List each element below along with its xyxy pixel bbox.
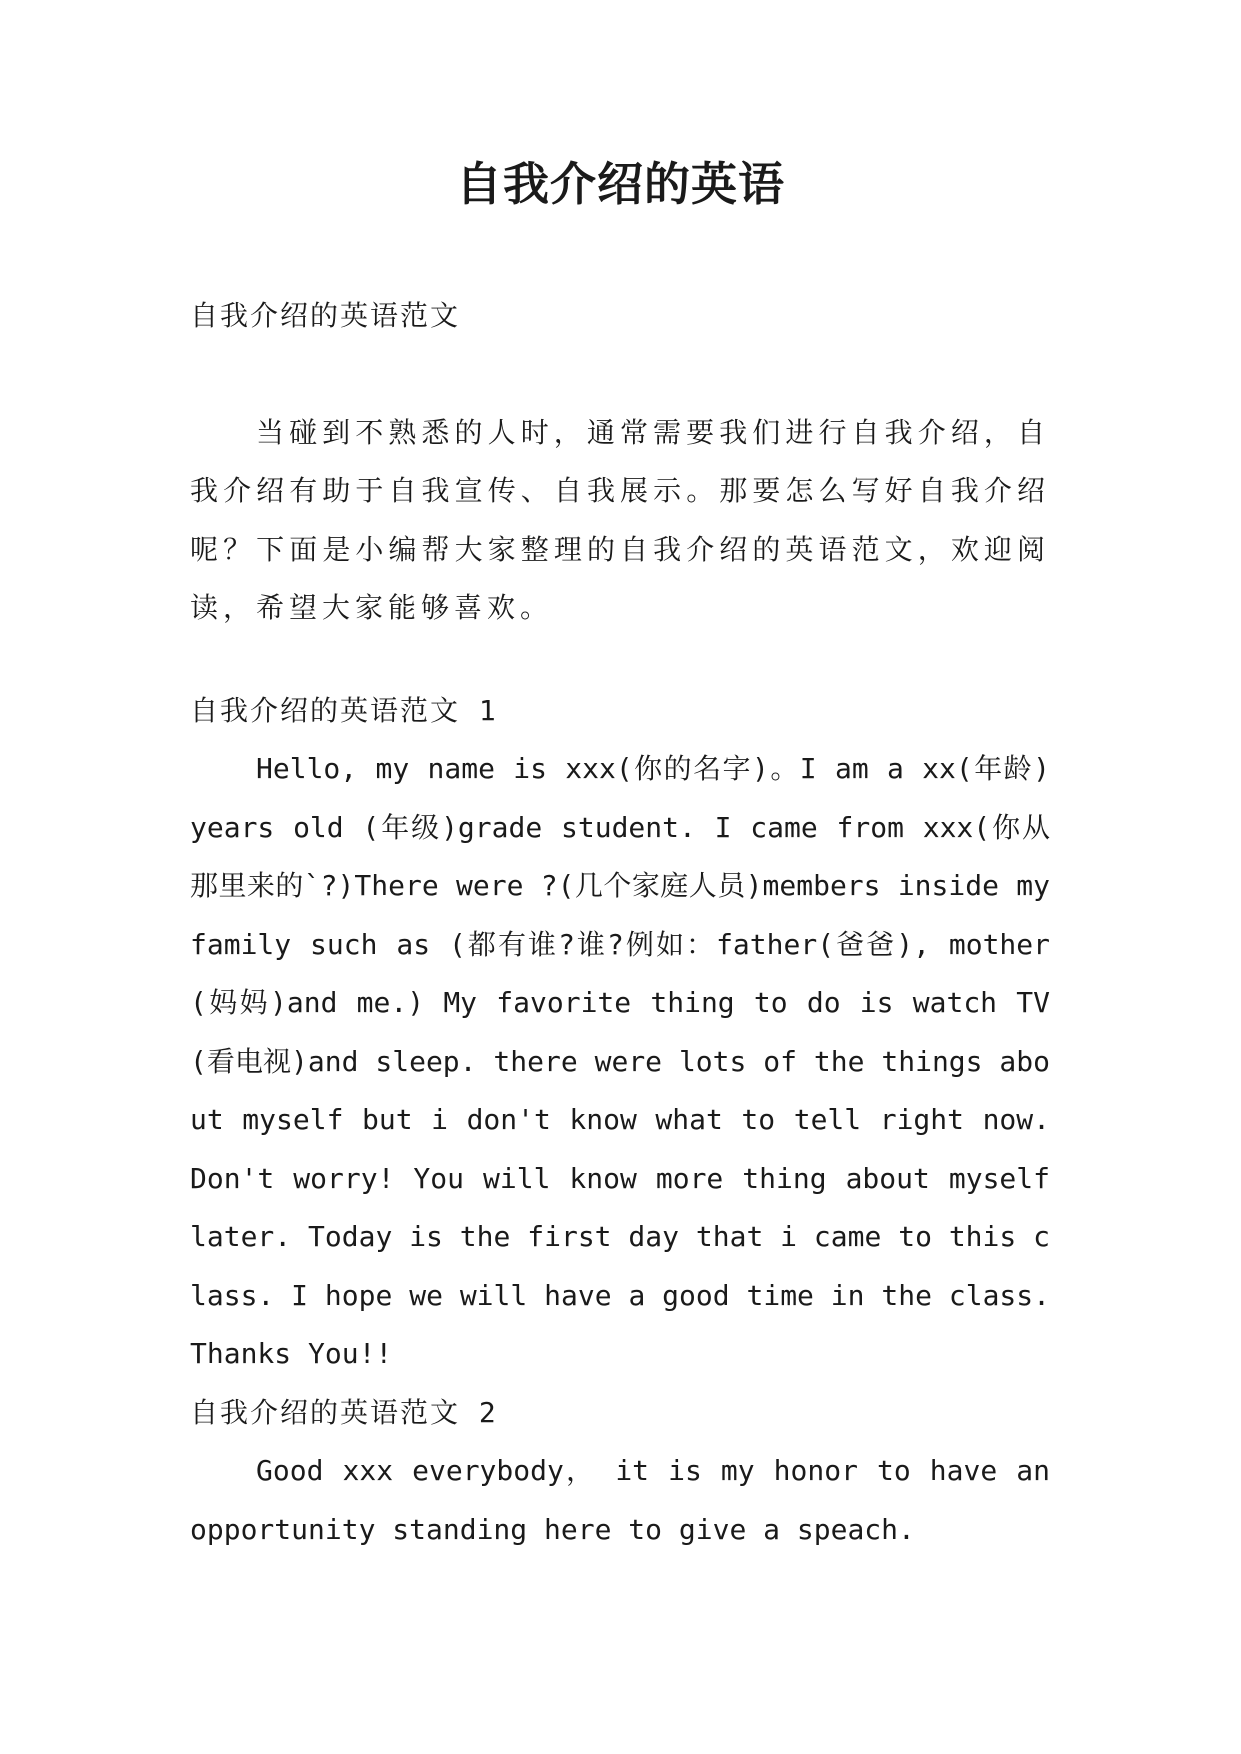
section-heading: 自我介绍的英语范文 1 (190, 693, 498, 727)
section-paragraph: Good xxx everybody， it is my honor to have an opportunity standing here to give a speach. (190, 1454, 1050, 1546)
document-body (190, 287, 1050, 1559)
document-subtitle: 自我介绍的英语范文 (190, 299, 461, 332)
document-title: 自我介绍的英语 (456, 157, 785, 211)
section-paragraph: Hello, my name is xxx(你的名字)。I am a xx(年龄) years old (年级)grade student. I came from xxx(你从那里来的`?)There were ?(几个家庭人员)members inside my family such as (都有谁?谁?例如：father(爸爸), mother(妈妈)and me.) My favorite thing to do is watch TV(看电视)and sleep. there were lots of the things about myself but i don't know what to tell right now. Don't worry! You will know more thing about myself later. Today is the first day that i came to this class. I hope we will have a good time in the class. Thanks You!! (190, 752, 1050, 1370)
section-heading: 自我介绍的英语范文 2 (190, 1395, 498, 1429)
intro-paragraph: 当碰到不熟悉的人时，通常需要我们进行自我介绍，自我介绍有助于自我宣传、自我展示。那要怎么写好自我介绍呢？下面是小编帮大家整理的自我介绍的英语范文，欢迎阅读，希望大家能够喜欢。 (190, 415, 1050, 624)
